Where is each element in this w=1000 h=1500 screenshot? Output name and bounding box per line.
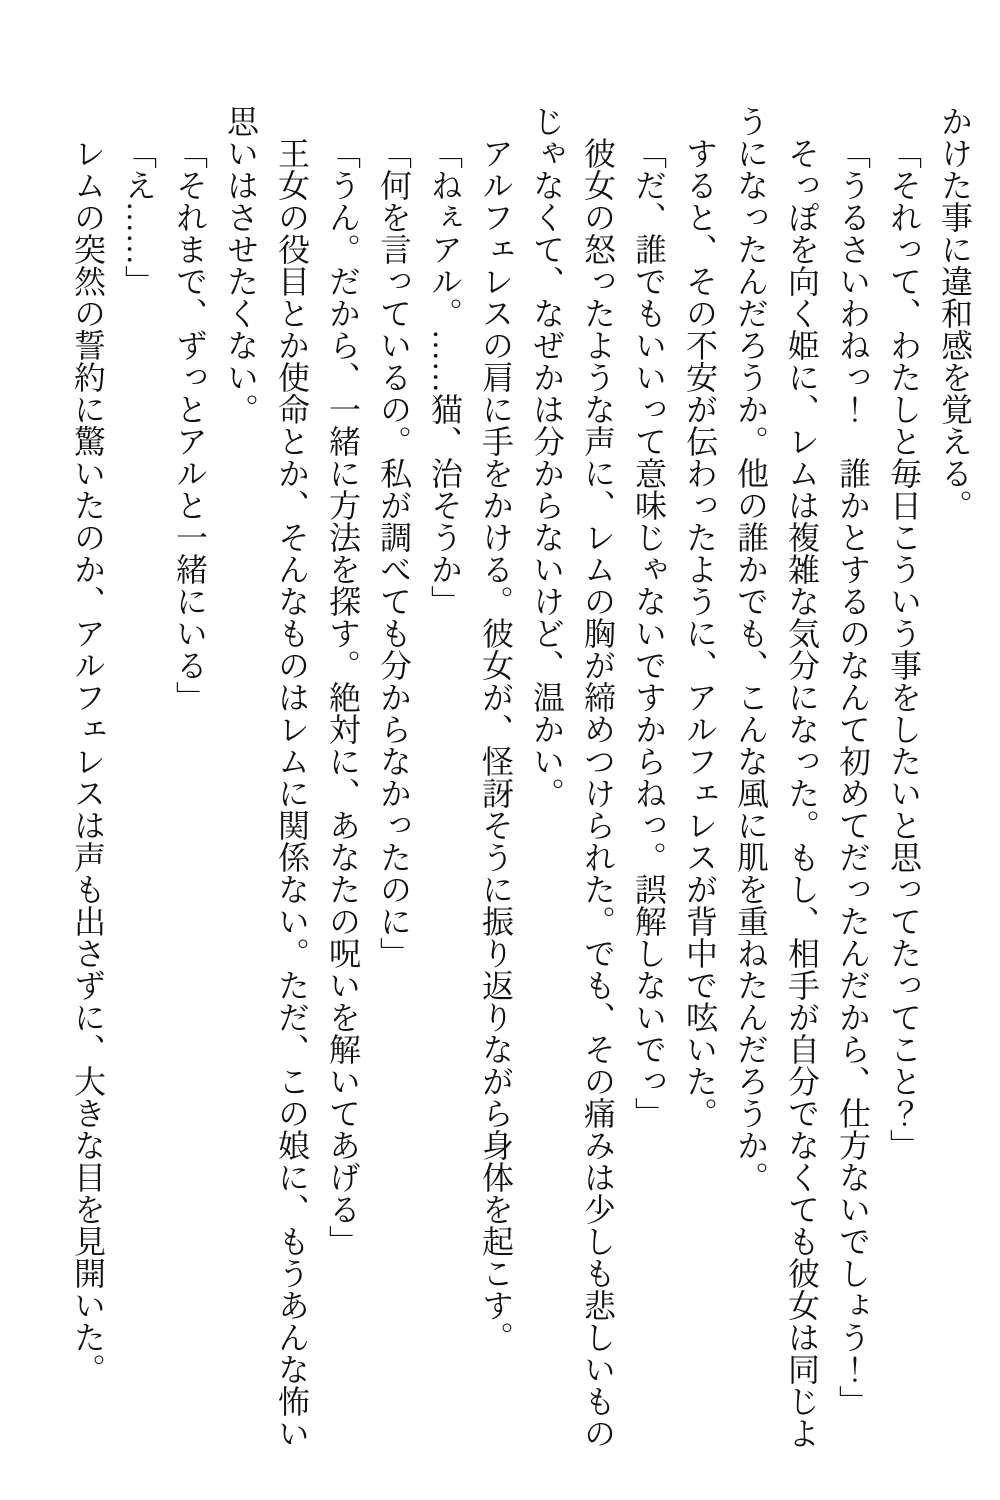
paragraph: かけた事に違和感を覚える。 <box>937 105 973 521</box>
paragraph: 彼女の怒ったような声に、レムの胸が締めつけられた。でも、その痛みは少しも悲しいものじゃなくて、なぜかは分からないけど、温かい。 <box>529 105 616 1449</box>
paragraph-dialogue: 「ねぇアル。……猫、治そうか」 <box>427 137 463 617</box>
paragraph: アルフェレスの肩に手をかける。彼女が、怪訝そうに振り返りながら身体を起こす。 <box>478 137 514 1353</box>
paragraph: すると、その不安が伝わったように、アルフェレスが背中で呟いた。 <box>682 137 718 1129</box>
paragraph-dialogue: 「それまで、ずっとアルと一緒にいる」 <box>172 137 208 713</box>
paragraph-dialogue: 「え……」 <box>121 137 157 297</box>
paragraph-dialogue: 「うるさいわねっ！ 誰かとするのなんて初めてだったんだから、仕方ないでしょう！」 <box>835 137 871 1417</box>
paragraph-dialogue: 「それって、わたしと毎日こういう事をしたいと思ってたってこと？」 <box>886 137 922 1161</box>
paragraph: そっぽを向く姫に、レムは複雑な気分になった。もし、相手が自分でなくても彼女は同じようになったんだろうか。他の誰かでも、こんな風に肌を重ねたんだろうか。 <box>733 105 820 1449</box>
paragraph: レムの突然の誓約に驚いたのか、アルフェレスは声も出さずに、大きな目を見開いた。 <box>70 137 106 1385</box>
paragraph: 王女の役目とか使命とか、そんなものはレムに関係ない。ただ、この娘に、もうあんな怖い思いはさせたくない。 <box>223 105 310 1449</box>
paragraph-dialogue: 「だ、誰でもいいって意味じゃないですからねっ。誤解しないでっ」 <box>631 137 667 1129</box>
paragraph-dialogue: 「何を言っているの。私が調べても分からなかったのに」 <box>376 137 412 969</box>
paragraph-dialogue: 「うん。だから、一緒に方法を探す。絶対に、あなたの呪いを解いてあげる」 <box>325 137 361 1257</box>
page-text <box>62 105 980 1449</box>
